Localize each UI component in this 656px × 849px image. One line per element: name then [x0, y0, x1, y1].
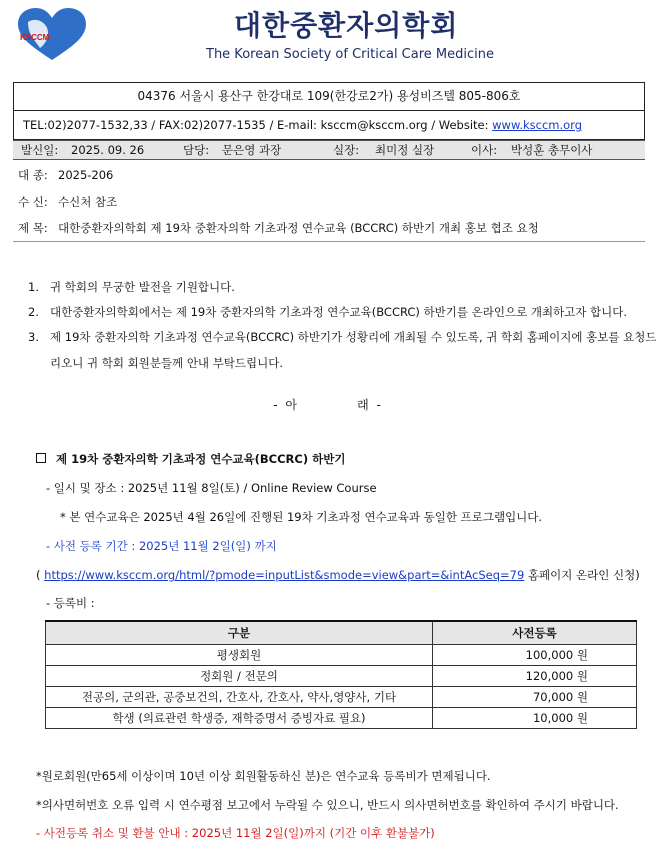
- paragraph-number: 2.: [28, 305, 39, 319]
- paragraph-3-continued: 리오니 귀 학회 회원분들께 안내 부탁드립니다.: [50, 356, 284, 370]
- org-name-korean: 대한중환자의학회: [234, 9, 459, 42]
- paragraph-number: 3.: [28, 330, 39, 344]
- table-header-fee: 사전등록: [433, 621, 637, 645]
- address-box: [13, 82, 645, 140]
- note-license-number: *의사면허번호 오류 입력 시 연수평점 보고에서 누락될 수 있으니, 반드시 의사면허번호를 확인하여 주시기 바랍니다.: [36, 798, 619, 812]
- document-number-row: [18, 167, 113, 183]
- schedule-note: * 본 연수교육은 2025년 4월 26일에 진행된 19차 기초과정 연수교육과 동일한 프로그램입니다.: [60, 510, 543, 524]
- paragraph-text: 대한중환자의학회에서는 제 19차 중환자의학 기초과정 연수교육(BCCRC) 하반기를 온라인으로 개최하고자 합니다.: [50, 305, 628, 319]
- office-value: 최미정 실장: [375, 143, 435, 157]
- recipient-label: 수 신:: [18, 195, 48, 209]
- section-title: [36, 451, 345, 467]
- contact-line: [14, 111, 644, 139]
- refund-notice: - 사전등록 취소 및 환불 안내 : 2025년 11월 2일(일)까지 (기간 이후 환불불가): [36, 826, 435, 840]
- link-suffix: 홈페이지 온라인 신청): [524, 568, 640, 582]
- registration-period: - 사전 등록 기간 : 2025년 11월 2일(일) 까지: [46, 539, 277, 553]
- society-logo: [14, 8, 90, 64]
- table-cell-category: 학생 (의료관련 학생증, 재학증명서 증빙자료 필요): [46, 708, 433, 729]
- note-senior-members: *원로회원(만65세 이상이며 10년 이상 회원활동하신 분)은 연수교육 등록비가 면제됩니다.: [36, 769, 491, 783]
- address-line: 04376 서울시 용산구 한강대로 109(한강로2가) 용성비즈텔 805-806호: [14, 83, 644, 111]
- fee-label: - 등록비 :: [46, 596, 95, 610]
- table-cell-category: 정회원 / 전문의: [46, 666, 433, 687]
- office-label: 실장:: [333, 143, 360, 157]
- logo-text: KSCCM: [20, 33, 50, 42]
- document-number-label: 대 종:: [18, 168, 48, 182]
- table-header-row: [46, 621, 637, 645]
- table-cell-category: 평생회원: [46, 645, 433, 666]
- schedule-line: - 일시 및 장소 : 2025년 11월 8일(토) / Online Review Course: [46, 481, 377, 495]
- table-cell-fee: 10,000 원: [433, 708, 637, 729]
- sender-info-bar: [13, 140, 645, 160]
- recipient-row: [18, 194, 117, 210]
- table-row: [46, 687, 637, 708]
- paragraph-1: [28, 279, 235, 295]
- registration-link[interactable]: https://www.ksccm.org/html/?pmode=inputList&smode=view&part=&intAcSeq=79: [44, 568, 525, 582]
- website-link[interactable]: www.ksccm.org: [492, 118, 582, 132]
- table-row: [46, 708, 637, 729]
- table-cell-category: 전공의, 군의관, 공중보건의, 간호사, 간호사, 약사,영양사, 기타: [46, 687, 433, 708]
- paragraph-2: [28, 304, 627, 320]
- paragraph-number: 1.: [28, 280, 39, 294]
- subject-row: [18, 220, 539, 236]
- table-cell-fee: 100,000 원: [433, 645, 637, 666]
- table-header-category: 구분: [46, 621, 433, 645]
- square-bullet-icon: [36, 453, 46, 463]
- table-row: [46, 666, 637, 687]
- header-divider: [13, 241, 645, 242]
- registration-link-line: [36, 567, 640, 583]
- subject-value: 대한중환자의학회 제 19차 중환자의학 기초과정 연수교육 (BCCRC) 하반기 개최 홍보 협조 요청: [58, 221, 539, 235]
- recipient-value: 수신처 참조: [58, 195, 118, 209]
- date-label: 발신일:: [21, 143, 59, 157]
- paragraph-text: 귀 학회의 무궁한 발전을 기원합니다.: [50, 280, 235, 294]
- notice-heading: - 아 래 -: [273, 398, 383, 412]
- director-value: 박성훈 총무이사: [511, 143, 593, 157]
- director-label: 이사:: [471, 143, 498, 157]
- paragraph-text: 제 19차 중환자의학 기초과정 연수교육(BCCRC) 하반기가 성황리에 개최될 수 있도록, 귀 학회 홈페이지에 홍보를 요청드: [50, 330, 656, 344]
- table-cell-fee: 120,000 원: [433, 666, 637, 687]
- manager-label: 담당:: [183, 143, 210, 157]
- date-value: 2025. 09. 26: [71, 143, 145, 157]
- document-number-value: 2025-206: [58, 168, 114, 182]
- manager-value: 문은영 과장: [222, 143, 282, 157]
- subject-label: 제 목:: [18, 221, 48, 235]
- table-cell-fee: 70,000 원: [433, 687, 637, 708]
- contact-text: TEL:02)2077-1532,33 / FAX:02)2077-1535 / E-mail: ksccm@ksccm.org / Website:: [22, 118, 493, 132]
- table-row: [46, 645, 637, 666]
- fee-table: [45, 620, 637, 729]
- section-title-text: 제 19차 중환자의학 기초과정 연수교육(BCCRC) 하반기: [56, 452, 346, 466]
- link-open-paren: (: [36, 568, 45, 582]
- paragraph-3: [28, 329, 656, 345]
- org-name-english: The Korean Society of Critical Care Medicine: [206, 47, 494, 62]
